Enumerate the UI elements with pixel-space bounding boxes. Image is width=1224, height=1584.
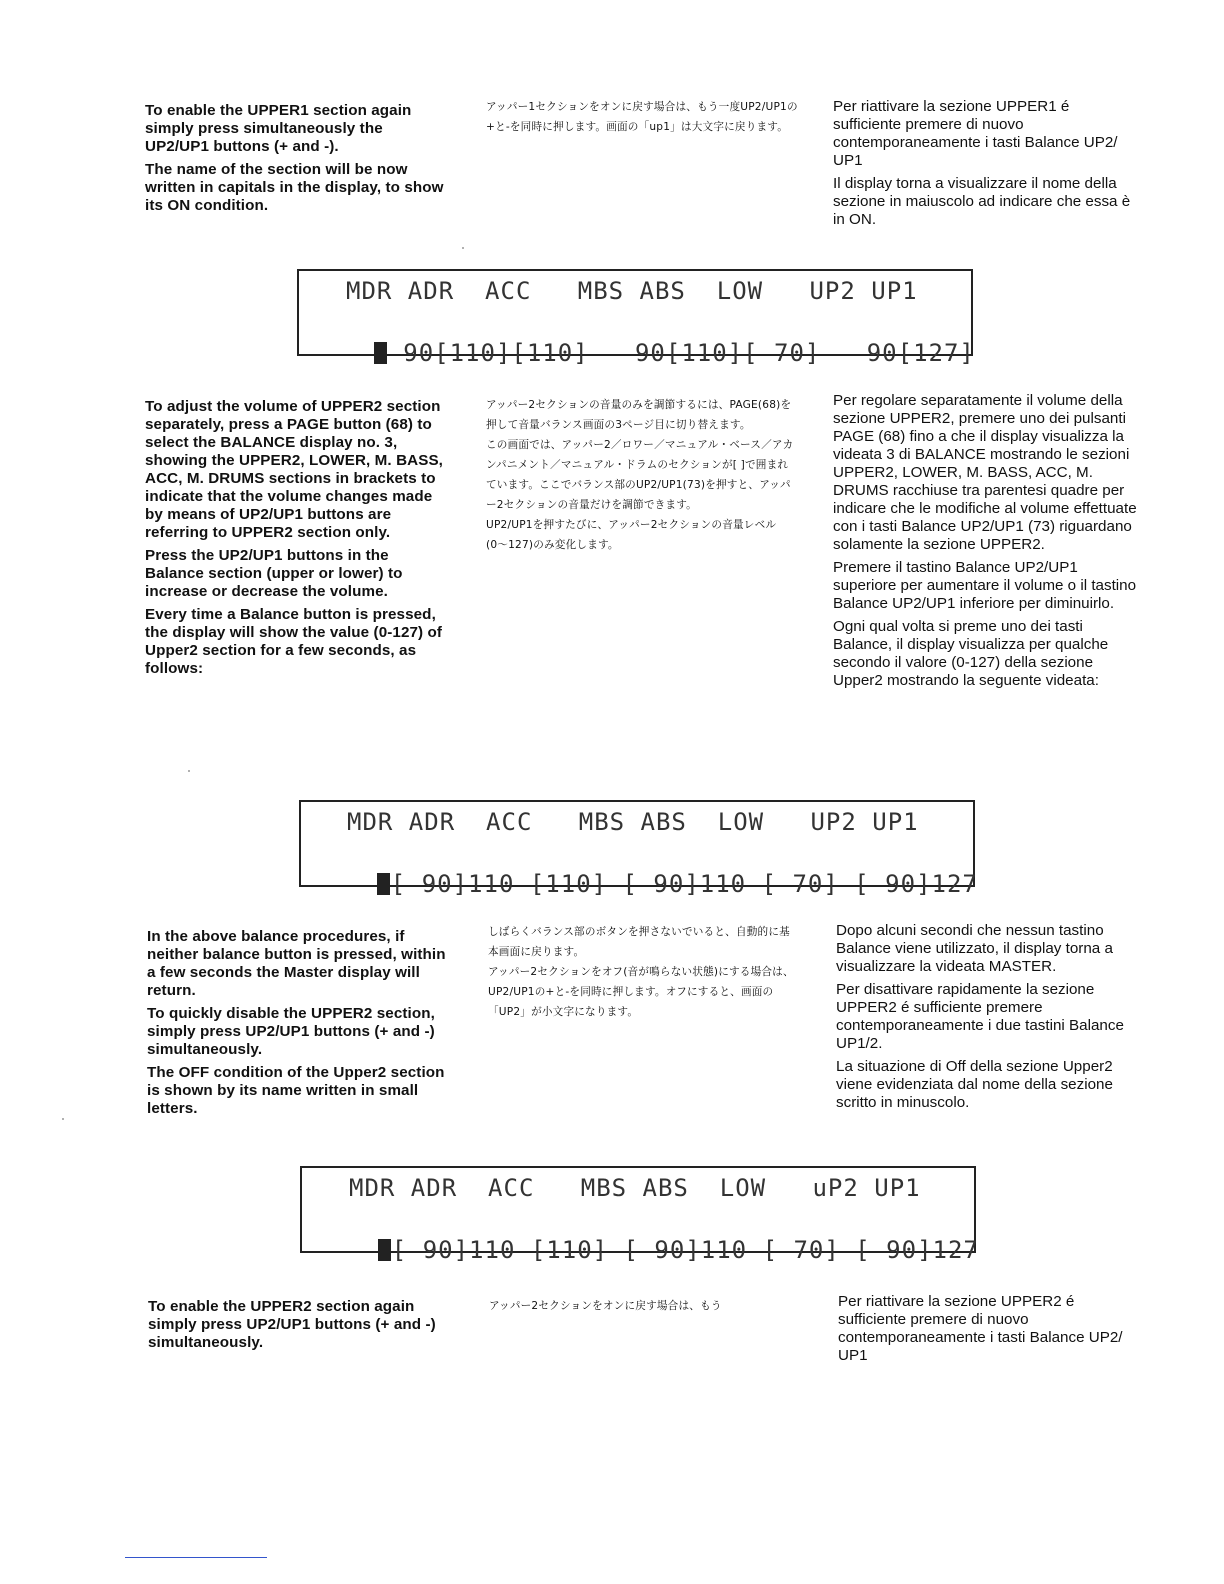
paragraph: アッパー2セクションをオンに戻す場合は、もう: [489, 1300, 722, 1312]
paragraph: To adjust the volume of UPPER2 section separately, press a PAGE button (68) to select the BALANCE display no. 3, showing the UPPER2, LOWER, M. BASS, ACC, M. DRUMS sections in brackets to indicate that the volume changes made by means of UP2/UP1 buttons are referring to UPPER2 section only.: [145, 398, 443, 541]
lcd-values-row: [312, 311, 975, 395]
paragraph: アッパー2セクションをオフ(音が鳴らない状態)にする場合は、UP2/UP1の+と-を同時に押します。オフにすると、画面の「UP2」が小文字になります。: [488, 966, 794, 1018]
lcd-values-row: [315, 842, 978, 926]
paragraph: Per regolare separatamente il volume della sezione UPPER2, premere uno dei pulsanti PAGE (68) fino a che il display visualizza la videata 3 di BALANCE mostrando le sezioni UPPER2, LOWER, M. BASS, ACC, M. DRUMS racchiuse tra parentesi quadre per indicare che le modifiche al volume effettuate con i tasti Balance UP2/UP1 (73) riguardano solamente la sezione UPPER2.: [833, 392, 1137, 553]
paragraph: To enable the UPPER1 section again simply press simultaneously the UP2/UP1 buttons (+ and -).: [145, 102, 412, 155]
paragraph: To quickly disable the UPPER2 section, simply press UP2/UP1 buttons (+ and -) simultaneously.: [147, 1005, 435, 1058]
paragraph: Premere il tastino Balance UP2/UP1 superiore per aumentare il volume o il tastino Balance UP2/UP1 inferiore per diminuirlo.: [833, 559, 1137, 612]
scan-speck: [188, 770, 190, 772]
section2-english: [145, 398, 450, 683]
section3-japanese: [488, 922, 800, 1022]
section1-japanese: [486, 97, 798, 142]
paragraph: The OFF condition of the Upper2 section is shown by its name written in small letters.: [147, 1064, 445, 1117]
paragraph: Per riattivare la sezione UPPER2 é sufficiente premere di nuovo contemporaneamente i tasti Balance UP2/ UP1: [838, 1293, 1123, 1364]
paragraph: Il display torna a visualizzare il nome della sezione in maiuscolo ad indicare che essa è in ON.: [833, 175, 1131, 228]
lcd-labels-row: MDR ADR ACC MBS ABS LOW UP2 UP1: [346, 277, 918, 305]
section4-english: [148, 1298, 453, 1357]
paragraph: Dopo alcuni secondi che nessun tastino Balance viene utilizzato, il display torna a visualizzare la videata MASTER.: [836, 922, 1113, 975]
lcd-cursor: [378, 1239, 391, 1261]
section2-italian: [833, 392, 1139, 695]
section4-japanese: [489, 1296, 801, 1321]
lcd-cursor: [374, 342, 387, 364]
section2-japanese: [486, 395, 798, 555]
lcd-values: [ 90]110 [110] [ 90]110 [ 70] [ 90]127: [391, 1236, 979, 1264]
lcd-cursor: [377, 873, 390, 895]
paragraph: The name of the section will be now written in capitals in the display, to show its ON condition.: [145, 161, 444, 214]
lcd-display-upper2-off: [300, 1166, 979, 1264]
section3-italian: [836, 922, 1142, 1117]
paragraph: To enable the UPPER2 section again simply press UP2/UP1 buttons (+ and -) simultaneously.: [148, 1298, 436, 1351]
lcd-values: 90[110][110] 90[110][ 70] 90[127]: [387, 339, 975, 367]
paragraph: UP2/UP1を押すたびに、アッパー2セクションの音量レベル(0〜127)のみ変化します。: [486, 519, 777, 551]
lcd-display-balance-upper1-on: [297, 269, 975, 367]
section4-italian: [838, 1293, 1144, 1370]
paragraph: この画面では、アッパー2／ロワー／マニュアル・ベース／アカンパニメント／マニュアル・ドラムのセクションが[ ]で囲まれています。ここでバランス部のUP2/UP1(73)を押すと、アッパー2セクションの音量だけを調節できます。: [486, 439, 794, 511]
lcd-display-balance-page3: [299, 800, 978, 898]
section1-english: [145, 102, 450, 220]
lcd-values: [ 90]110 [110] [ 90]110 [ 70] [ 90]127: [390, 870, 978, 898]
paragraph: しばらくバランス部のボタンを押さないでいると、自動的に基本画面に戻ります。: [488, 926, 790, 958]
lcd-labels-row: MDR ADR ACC MBS ABS LOW uP2 UP1: [349, 1174, 921, 1202]
paragraph: In the above balance procedures, if neither balance button is pressed, within a few seconds the Master display will return.: [147, 928, 446, 999]
paragraph: Per riattivare la sezione UPPER1 é sufficiente premere di nuovo contemporaneamente i tasti Balance UP2/ UP1: [833, 98, 1118, 169]
lcd-labels-row: MDR ADR ACC MBS ABS LOW UP2 UP1: [347, 808, 919, 836]
paragraph: La situazione di Off della sezione Upper2 viene evidenziata dal nome della sezione scritto in minuscolo.: [836, 1058, 1113, 1111]
paragraph: Every time a Balance button is pressed, the display will show the value (0-127) of Upper2 section for a few seconds, as follows:: [145, 606, 443, 677]
paragraph: Press the UP2/UP1 buttons in the Balance section (upper or lower) to increase or decrease the volume.: [145, 547, 403, 600]
scan-speck: [462, 247, 464, 249]
footer-rule: [125, 1557, 267, 1558]
paragraph: アッパー1セクションをオンに戻す場合は、もう一度UP2/UP1の+と-を同時に押します。画面の「up1」は大文字に戻ります。: [486, 101, 798, 133]
paragraph: Per disattivare rapidamente la sezione UPPER2 é sufficiente premere contemporaneamente i due tastini Balance UP1/2.: [836, 981, 1124, 1052]
paragraph: アッパー2セクションの音量のみを調節するには、PAGE(68)を押して音量バランス画面の3ページ目に切り替えます。: [486, 399, 792, 431]
lcd-values-row: [316, 1208, 979, 1292]
scan-speck: [62, 1118, 64, 1120]
paragraph: Ogni qual volta si preme uno dei tasti Balance, il display visualizza per qualche secondo il valore (0-127) della sezione Upper2 mostrando la seguente videata:: [833, 618, 1109, 689]
section3-english: [147, 928, 452, 1123]
section1-italian: [833, 98, 1139, 234]
